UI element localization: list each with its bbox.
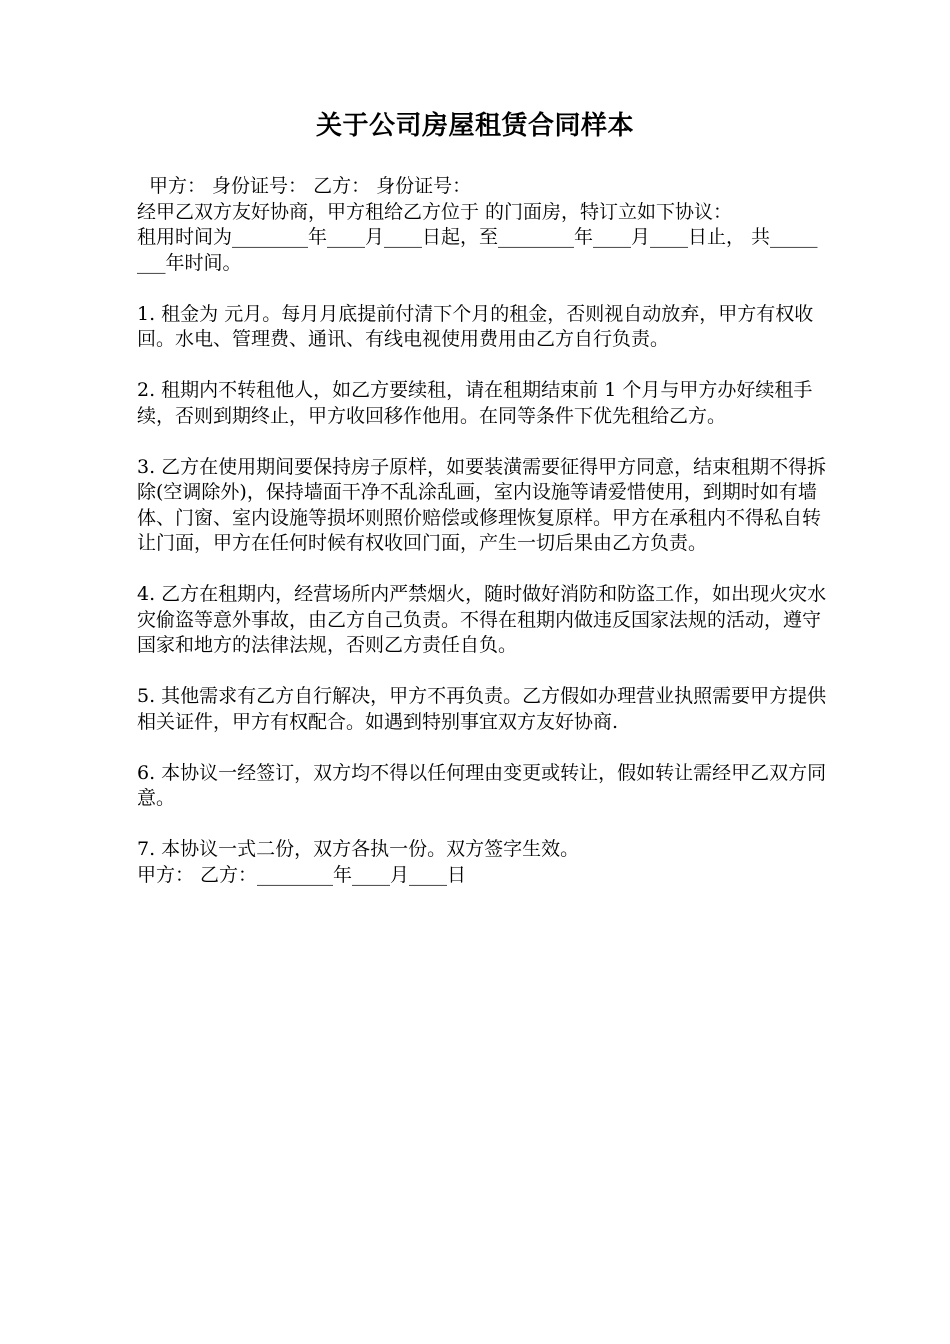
clause-2: 2. 租期内不转租他人，如乙方要续租，请在租期结束前 1 个月与甲方办好续租手续，否则到期终止，甲方收回移作他用。在同等条件下优先租给乙方。 xyxy=(137,379,813,427)
clause-1: 1. 租金为 元月。每月月底提前付清下个月的租金，否则视自动放弃，甲方有权收回。水电、管理费、通讯、有线电视使用费用由乙方自行负责。 xyxy=(137,302,814,350)
document-title: 关于公司房屋租赁合同样本 xyxy=(315,111,634,141)
clause-3: 3. 乙方在使用期间要保持房子原样，如要装潢需要征得甲方同意，结束租期不得拆除(空调除外)，保持墙面干净不乱涂乱画，室内设施等请爱惜使用，到期时如有墙体、门窗、室内设施等损坏则照价赔偿或修理恢复原样。甲方在承租内不得私自转让门面，甲方在任何时候有权收回门面，产生一切后果由乙方负责。 xyxy=(137,455,827,554)
document-body xyxy=(137,174,827,888)
clause-7: 7. 本协议一式二份，双方各执一份。双方签字生效。 xyxy=(137,838,580,860)
term-paragraph: 租用时间为________年____月____日起，至________年____月____日止， 共________年时间。 xyxy=(137,226,818,274)
clause-4: 4. 乙方在租期内，经营场所内严禁烟火，随时做好消防和防盗工作，如出现火灾水灾偷盗等意外事故，由乙方自己负责。不得在租期内做违反国家法规的活动，遵守国家和地方的法律法规，否则乙方责任自负。 xyxy=(137,583,827,656)
clause-5: 5. 其他需求有乙方自行解决，甲方不再负责。乙方假如办理营业执照需要甲方提供相关证件，甲方有权配合。如遇到特别事宜双方友好协商. xyxy=(137,685,827,733)
clause-6: 6. 本协议一经签订，双方均不得以任何理由变更或转让，假如转让需经甲乙双方同意。 xyxy=(137,761,827,809)
parties-line: 甲方： 身份证号： 乙方： 身份证号： xyxy=(149,175,472,197)
signature-line: 甲方： 乙方：________年____月____日 xyxy=(137,863,467,886)
intro-paragraph: 经甲乙双方友好协商，甲方租给乙方位于 的门面房，特订立如下协议： xyxy=(137,200,733,223)
